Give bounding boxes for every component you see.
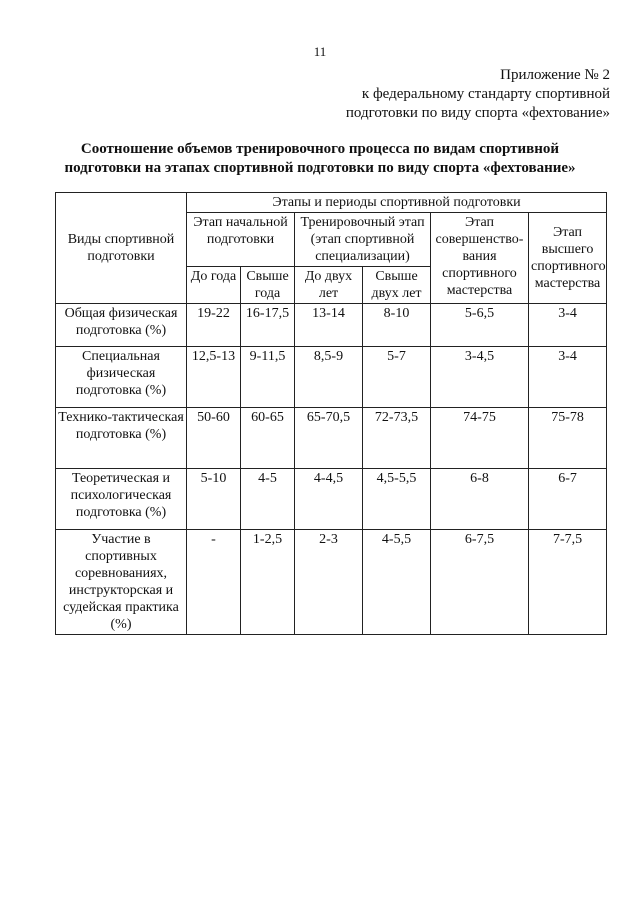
cell-value: 8-10 <box>363 304 431 347</box>
document-title <box>40 140 600 178</box>
title-line-2: подготовки на этапах спортивной подготовки по виду спорта «фехтование» <box>64 160 576 176</box>
appendix-line-2: к федеральному стандарту спортивной <box>361 86 610 102</box>
cell-value: 5-6,5 <box>431 304 529 347</box>
table-row <box>56 469 607 530</box>
appendix-line-3: подготовки по виду спорта «фехтование» <box>345 105 610 121</box>
cell-value: 3-4 <box>529 304 607 347</box>
cell-value: 8,5-9 <box>295 347 363 408</box>
cell-value: 19-22 <box>187 304 241 347</box>
table-row <box>56 347 607 408</box>
cell-value: 74-75 <box>431 408 529 469</box>
header-sub-training-1: До двух лет <box>295 267 363 304</box>
cell-value: 6-7 <box>529 469 607 530</box>
cell-value: 9-11,5 <box>241 347 295 408</box>
cell-value: 16-17,5 <box>241 304 295 347</box>
cell-value: 4,5-5,5 <box>363 469 431 530</box>
appendix-header <box>346 66 610 123</box>
cell-value: 4-5 <box>241 469 295 530</box>
cell-value: 4-4,5 <box>295 469 363 530</box>
title-line-1: Соотношение объемов тренировочного процесса по видам спортивной <box>80 141 560 157</box>
header-sub-initial-2: Свыше года <box>241 267 295 304</box>
row-label: Теоретическая и психологическая подготовка (%) <box>56 469 187 530</box>
cell-value: 6-7,5 <box>431 530 529 635</box>
cell-value: 50-60 <box>187 408 241 469</box>
header-stage-training: Тренировочный этап (этап спортивной специализации) <box>295 213 431 267</box>
cell-value: 5-7 <box>363 347 431 408</box>
cell-value: 65-70,5 <box>295 408 363 469</box>
cell-value: 3-4,5 <box>431 347 529 408</box>
cell-value: 3-4 <box>529 347 607 408</box>
cell-value: 12,5-13 <box>187 347 241 408</box>
cell-value: - <box>187 530 241 635</box>
row-label: Участие в спортивных соревнованиях, инструкторская и судейская практика (%) <box>56 530 187 635</box>
cell-value: 60-65 <box>241 408 295 469</box>
header-sub-initial-1: До года <box>187 267 241 304</box>
cell-value: 7-7,5 <box>529 530 607 635</box>
header-stage-initial: Этап начальной подготовки <box>187 213 295 267</box>
table-row <box>56 408 607 469</box>
header-stage-highest: Этап высшего спортивного мастерства <box>529 213 607 304</box>
table-row <box>56 530 607 635</box>
appendix-line-1: Приложение № 2 <box>500 67 610 83</box>
row-label: Специальная физическая подготовка (%) <box>56 347 187 408</box>
cell-value: 13-14 <box>295 304 363 347</box>
row-label: Общая физическая подготовка (%) <box>56 304 187 347</box>
header-types: Виды спортивной подготовки <box>56 193 187 304</box>
header-stages-group: Этапы и периоды спортивной подготовки <box>187 193 607 213</box>
cell-value: 5-10 <box>187 469 241 530</box>
cell-value: 1-2,5 <box>241 530 295 635</box>
row-label: Технико-тактическая подготовка (%) <box>56 408 187 469</box>
table-row <box>56 304 607 347</box>
page-number: 11 <box>313 44 327 59</box>
training-ratio-table <box>55 192 607 635</box>
cell-value: 2-3 <box>295 530 363 635</box>
header-stage-improvement: Этап совершенство-вания спортивного мастерства <box>431 213 529 304</box>
header-sub-training-2: Свыше двух лет <box>363 267 431 304</box>
cell-value: 4-5,5 <box>363 530 431 635</box>
cell-value: 6-8 <box>431 469 529 530</box>
cell-value: 75-78 <box>529 408 607 469</box>
cell-value: 72-73,5 <box>363 408 431 469</box>
